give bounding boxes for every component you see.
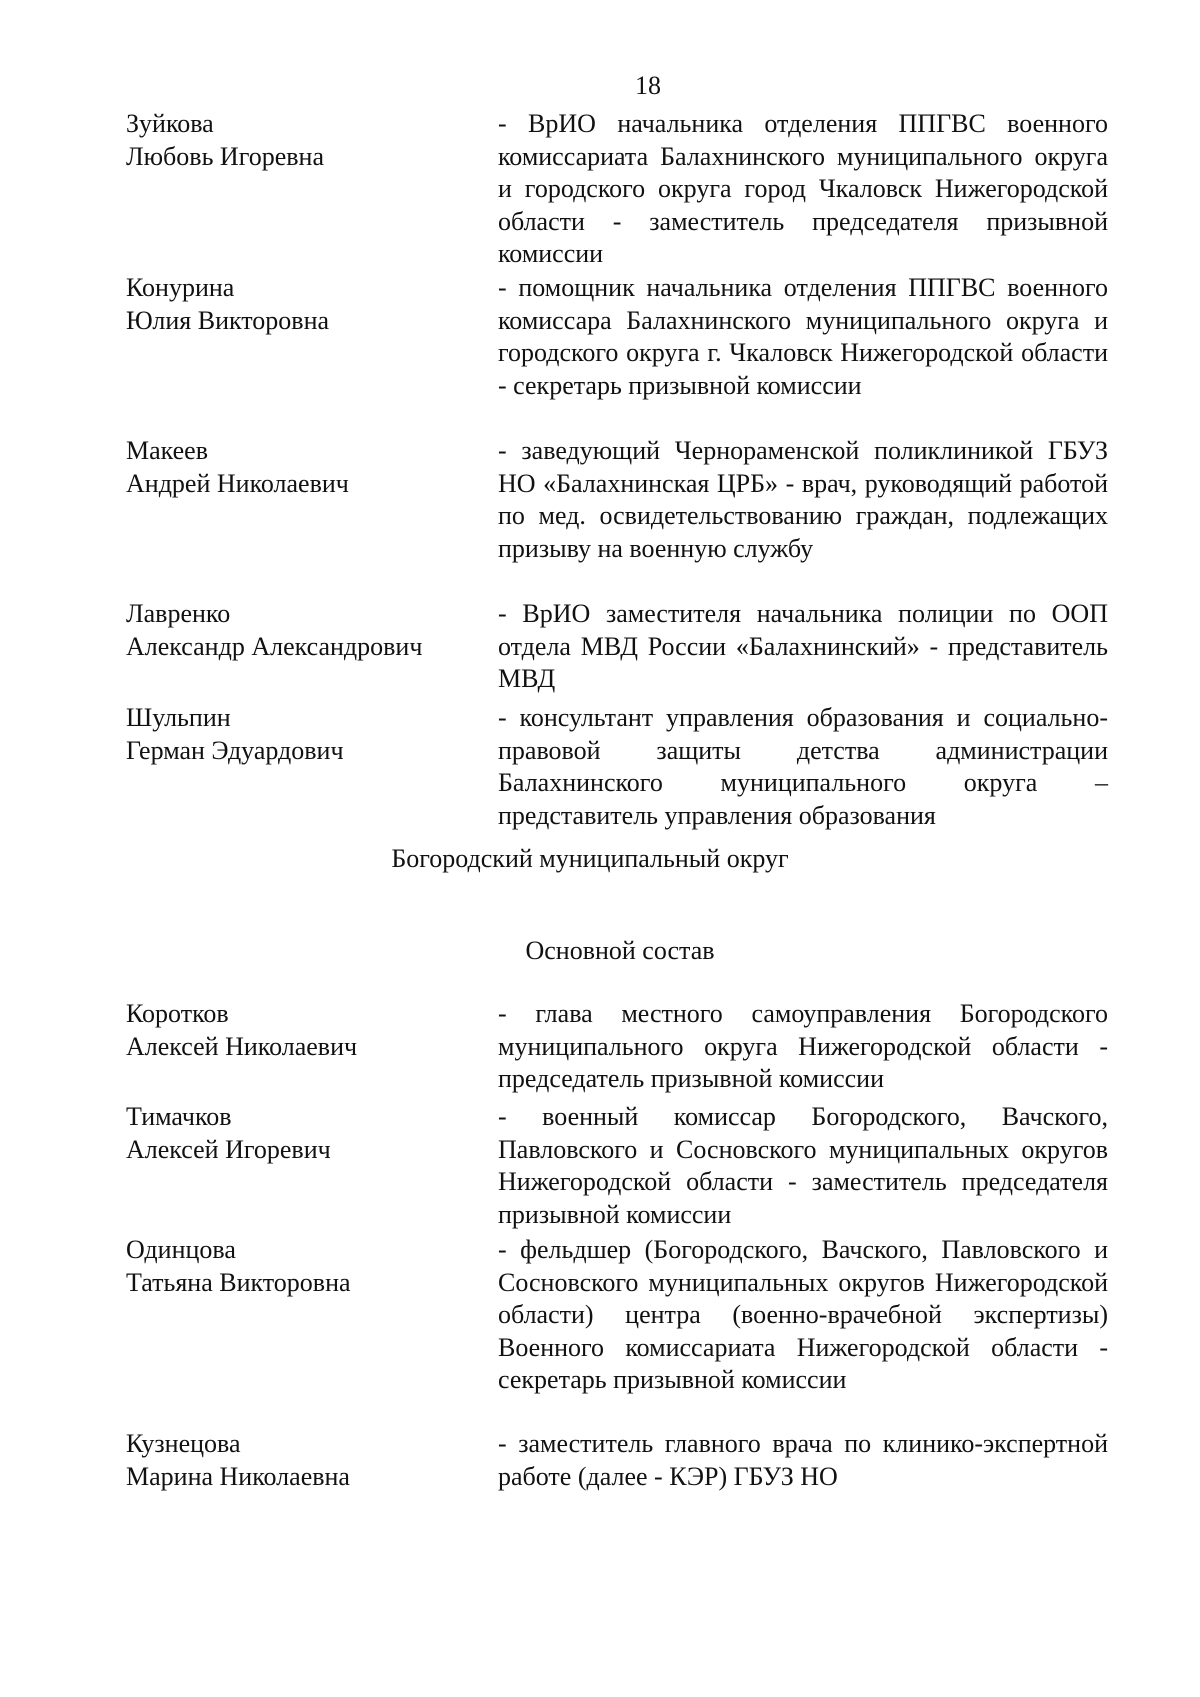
member-given-names: Юлия Викторовна	[126, 305, 330, 335]
member-name	[126, 1101, 486, 1166]
member-name	[126, 272, 486, 337]
member-name	[126, 435, 486, 500]
member-given-names: Александр Александрович	[126, 631, 423, 661]
section-title: Богородский муниципальный округ	[391, 844, 789, 873]
member-given-names: Любовь Игоревна	[126, 141, 324, 171]
member-name	[126, 1234, 486, 1299]
member-given-names: Герман Эдуардович	[126, 735, 344, 765]
member-role: - военный комиссар Богородского, Вачского, Павловского и Сосновского муниципальных округов Нижегородской области - заместитель председателя призывной комиссии	[498, 1102, 1108, 1229]
member-surname: Макеев	[126, 436, 208, 465]
member-role: - ВрИО начальника отделения ППГВС военного комиссариата Балахнинского муниципального округа и городского округа город Чкаловск Нижегородской области - заместитель председателя призывной комиссии	[498, 109, 1108, 268]
member-given-names: Марина Николаевна	[126, 1461, 350, 1491]
member-surname: Зуйкова	[126, 109, 214, 138]
member-role: - консультант управления образования и социально-правовой защиты детства администрации Балахнинского муниципального округа – представитель управления образования	[498, 703, 1108, 830]
member-given-names: Татьяна Викторовна	[126, 1267, 351, 1297]
member-given-names: Андрей Николаевич	[126, 468, 349, 498]
member-given-names: Алексей Игоревич	[126, 1134, 331, 1164]
member-role: - заведующий Чернораменской поликлиникой ГБУЗ НО «Балахнинская ЦРБ» - врач, руководящий работой по мед. освидетельствованию граждан, подлежащих призыву на военную службу	[498, 436, 1108, 563]
section-subtitle: Основной состав	[525, 936, 715, 965]
member-name	[126, 702, 486, 767]
member-surname: Коротков	[126, 999, 229, 1028]
member-role: - ВрИО заместителя начальника полиции по ООП отдела МВД России «Балахнинский» - представитель МВД	[498, 599, 1108, 693]
member-surname: Одинцова	[126, 1235, 236, 1264]
member-name	[126, 1428, 486, 1493]
page-number: 18	[635, 71, 661, 100]
member-name	[126, 998, 486, 1063]
member-role: - помощник начальника отделения ППГВС военного комиссара Балахнинского муниципального округа и городского округа г. Чкаловск Нижегородской области - секретарь призывной комиссии	[498, 273, 1108, 400]
member-surname: Шульпин	[126, 703, 231, 732]
member-role: - фельдшер (Богородского, Вачского, Павловского и Сосновского муниципальных округов Нижегородской области) центра (военно-врачебной экспертизы) Военного комиссариата Нижегородской области - секретарь призывной комиссии	[498, 1235, 1108, 1394]
member-surname: Тимачков	[126, 1102, 232, 1131]
member-surname: Конурина	[126, 273, 235, 302]
member-name	[126, 108, 486, 173]
member-surname: Лавренко	[126, 599, 231, 628]
member-name	[126, 598, 486, 663]
member-surname: Кузнецова	[126, 1429, 241, 1458]
member-role: - глава местного самоуправления Богородского муниципального округа Нижегородской области - председатель призывной комиссии	[498, 999, 1108, 1093]
member-given-names: Алексей Николаевич	[126, 1031, 358, 1061]
member-role: - заместитель главного врача по клинико-экспертной работе (далее - КЭР) ГБУЗ НО	[498, 1429, 1108, 1491]
